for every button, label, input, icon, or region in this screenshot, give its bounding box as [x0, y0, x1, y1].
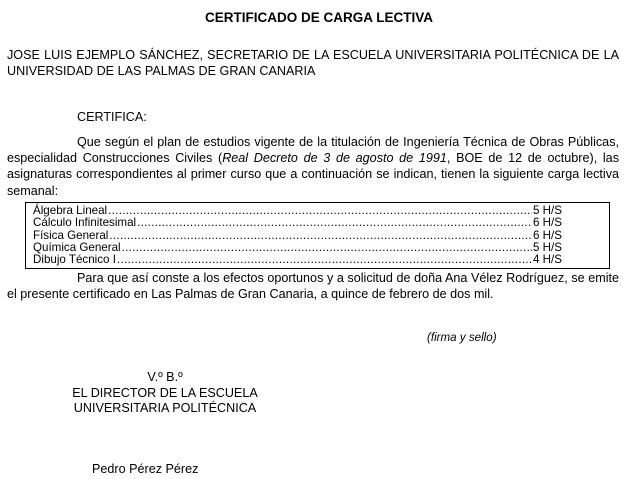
- subject-name: Cálculo Infinitesimal: [33, 216, 137, 230]
- body-text-part1: Que según el plan de estudios vigente de la titulación de Ingeniería Técnica de Obras Públicas, especialidad Construcciones Civiles (: [7, 135, 619, 166]
- subject-name: Álgebra Lineal: [33, 204, 108, 217]
- body-text-part2: , BOE de 12 de octubre), las asignaturas correspondientes al primer curso que a continuación se indican, tienen la siguiente carga lectiva semanal:: [7, 151, 619, 198]
- director-title: EL DIRECTOR DE LA ESCUELA: [72, 385, 258, 400]
- subject-hours: 6 H/S: [533, 228, 562, 242]
- vobo-block: [30, 370, 300, 417]
- body-text-decree: Real Decreto de 3 de agosto de 1991: [222, 151, 447, 166]
- intro-paragraph: JOSE LUIS EJEMPLO SÁNCHEZ, SECRETARIO DE LA ESCUELA UNIVERSITARIA POLITÉCNICA DE LA UNIVERSIDAD DE LAS PALMAS DE GRAN CANARIA: [7, 48, 619, 79]
- subject-hours: 5 H/S: [533, 240, 562, 254]
- dot-leader: [117, 254, 532, 266]
- subjects-table: [25, 202, 610, 269]
- subject-hours: 5 H/S: [533, 204, 562, 217]
- subject-row: [33, 242, 605, 254]
- subject-hours: 6 H/S: [533, 216, 562, 230]
- certifica-heading: CERTIFICA:: [77, 110, 147, 124]
- subject-row: [33, 217, 605, 229]
- signature-note: (firma y sello): [427, 331, 497, 344]
- director-name: Pedro Pérez Pérez: [92, 462, 199, 476]
- subject-name: Física General: [33, 228, 109, 242]
- closing-paragraph: Para que así conste a los efectos oportunos y a solicitud de doña Ana Vélez Rodríguez, se emite el presente certificado en Las Palmas de Gran Canaria, a quince de febrero de dos mil.: [7, 271, 619, 302]
- body-paragraph: [7, 134, 619, 199]
- subject-hours: 4 H/S: [533, 253, 562, 267]
- dot-leader: [109, 230, 532, 242]
- dot-leader: [108, 205, 532, 217]
- subject-name: Dibujo Técnico I: [33, 253, 116, 267]
- vobo-label: V.º B.º: [147, 370, 183, 384]
- document-title: CERTIFICADO DE CARGA LECTIVA: [205, 10, 433, 25]
- dot-leader: [122, 242, 532, 254]
- dot-leader: [137, 217, 532, 229]
- subject-name: Química General: [33, 240, 121, 254]
- school-name: UNIVERSITARIA POLITÉCNICA: [73, 401, 257, 415]
- subject-row: [33, 254, 605, 266]
